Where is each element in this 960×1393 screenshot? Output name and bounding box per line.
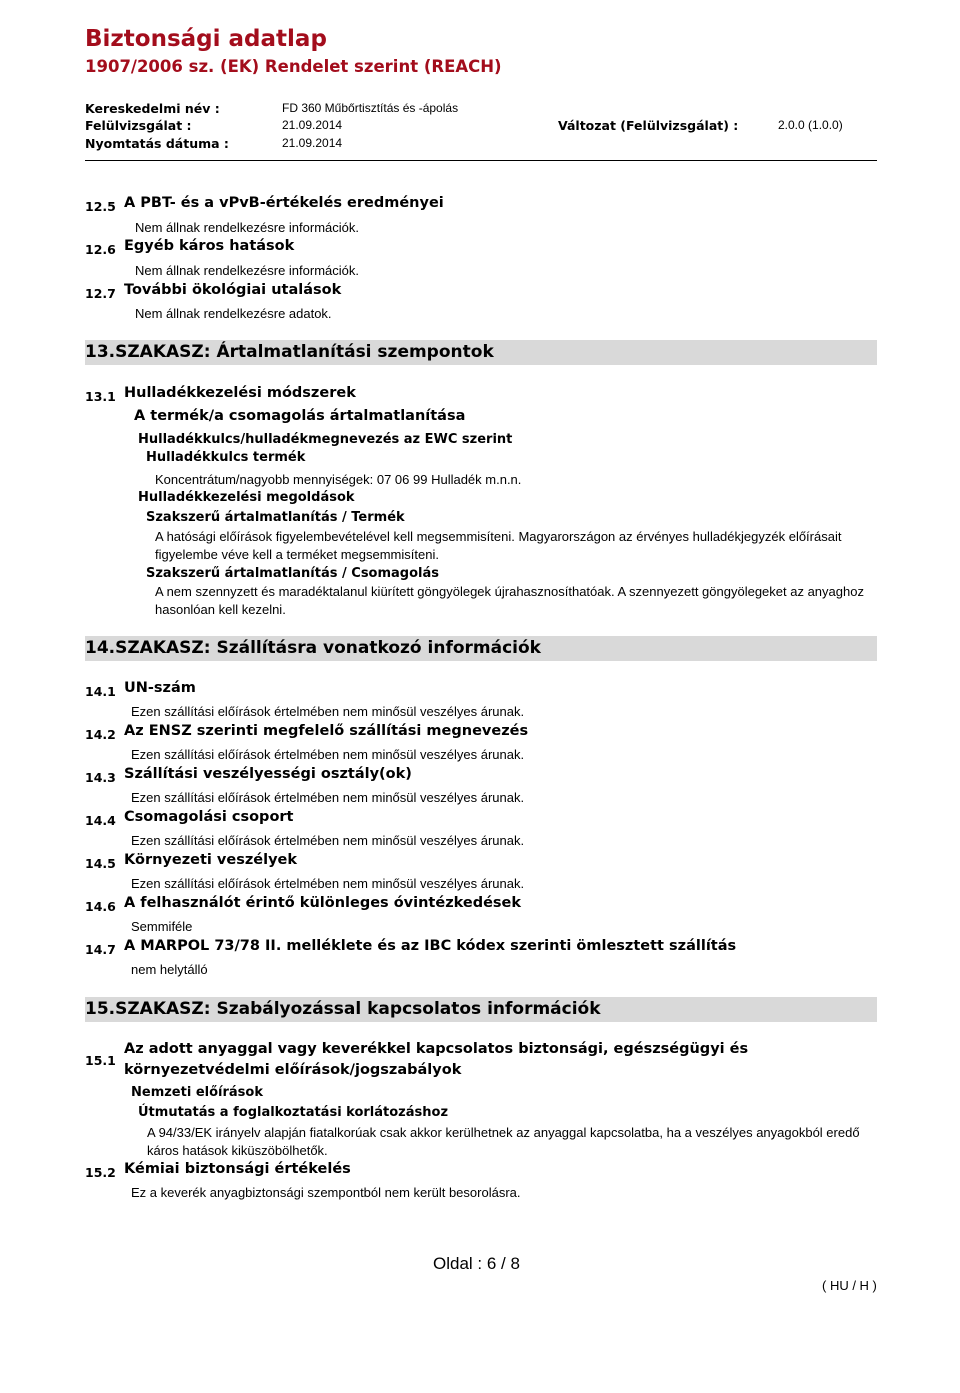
section-number: 14.7 [85, 942, 116, 957]
revision-label: Felülvizsgálat : [85, 118, 192, 133]
section-heading-13: 13.SZAKASZ: Ártalmatlanítási szempontok [85, 340, 877, 365]
page-number: Oldal : 6 / 8 [433, 1254, 520, 1273]
section-title: További ökológiai utalások [124, 282, 342, 298]
section-text: Semmiféle [131, 919, 193, 934]
section-text: Ez a keverék anyagbiztonsági szempontból nem került besorolásra. [131, 1185, 521, 1200]
section-text: Nem állnak rendelkezésre információk. [135, 263, 359, 278]
section-text: Ezen szállítási előírások értelmében nem minősül veszélyes árunak. [131, 790, 525, 805]
subsection-title: Hulladékkulcs termék [146, 450, 306, 465]
section-title: Kémiai biztonsági értékelés [124, 1161, 351, 1177]
document-subtitle: 1907/2006 sz. (EK) Rendelet szerint (REACH) [85, 57, 502, 76]
section-text: Nem állnak rendelkezésre információk. [135, 220, 359, 235]
section-title: A MARPOL 73/78 II. melléklete és az IBC kódex szerinti ömlesztett szállítás [124, 938, 737, 954]
section-number: 14.5 [85, 856, 116, 871]
subsection-title: Szakszerű ártalmatlanítás / Csomagolás [146, 566, 440, 581]
header-divider [85, 160, 877, 161]
revision-value: 21.09.2014 [282, 118, 343, 132]
subsection-title: Hulladékkezelési megoldások [138, 490, 355, 505]
section-number: 13.1 [85, 389, 116, 404]
version-value: 2.0.0 (1.0.0) [778, 118, 843, 132]
section-number: 15.2 [85, 1165, 116, 1180]
section-text: Ezen szállítási előírások értelmében nem minősül veszélyes árunak. [131, 704, 525, 719]
section-heading-15: 15.SZAKASZ: Szabályozással kapcsolatos információk [85, 997, 877, 1022]
section-text: Ezen szállítási előírások értelmében nem minősül veszélyes árunak. [131, 876, 525, 891]
section-number: 14.3 [85, 770, 116, 785]
subsection-title: A termék/a csomagolás ártalmatlanítása [134, 408, 466, 424]
subsection-title: Szakszerű ártalmatlanítás / Termék [146, 510, 405, 525]
section-title: Hulladékkezelési módszerek [124, 385, 356, 401]
version-label: Változat (Felülvizsgálat) : [558, 118, 739, 133]
section-title: Szállítási veszélyességi osztály(ok) [124, 766, 412, 782]
section-text: Nem állnak rendelkezésre adatok. [135, 306, 332, 321]
language-code: ( HU / H ) [822, 1278, 877, 1293]
section-heading-14: 14.SZAKASZ: Szállításra vonatkozó információk [85, 636, 877, 661]
trade-name-value: FD 360 Műbőrtisztítás és -ápolás [282, 101, 459, 115]
section-text: Ezen szállítási előírások értelmében nem minősül veszélyes árunak. [131, 833, 525, 848]
section-title: Környezeti veszélyek [124, 852, 298, 868]
section-number: 12.5 [85, 199, 116, 214]
document-title: Biztonsági adatlap [85, 26, 327, 52]
subsection-title: Hulladékkulcs/hulladékmegnevezés az EWC szerint [138, 432, 513, 447]
section-text: Ezen szállítási előírások értelmében nem minősül veszélyes árunak. [131, 747, 525, 762]
section-title: Az ENSZ szerinti megfelelő szállítási megnevezés [124, 723, 529, 739]
section-title: A PBT- és a vPvB-értékelés eredményei [124, 195, 444, 211]
section-title: UN-szám [124, 680, 196, 696]
subsection-title: Nemzeti előírások [131, 1085, 263, 1100]
section-number: 14.4 [85, 813, 116, 828]
section-title: A felhasználót érintő különleges óvintézkedések [124, 895, 522, 911]
section-title: Csomagolási csoport [124, 809, 294, 825]
subsection-text: A 94/33/EK irányelv alapján fiatalkorúak csak akkor kerülhetnek az anyaggal kapcsolatba, ha a veszélyes anyagokból eredő káros hatások kiküszöbölhetők. [147, 1125, 860, 1158]
section-text: nem helytálló [131, 962, 208, 977]
section-number: 14.1 [85, 684, 116, 699]
print-date-value: 21.09.2014 [282, 136, 343, 150]
print-date-label: Nyomtatás dátuma : [85, 136, 229, 151]
section-number: 14.2 [85, 727, 116, 742]
section-number: 14.6 [85, 899, 116, 914]
section-title: Egyéb káros hatások [124, 238, 295, 254]
subsection-text: Koncentrátum/nagyobb mennyiségek: 07 06 99 Hulladék m.n.n. [155, 472, 522, 487]
section-title: Az adott anyaggal vagy keverékkel kapcsolatos biztonsági, egészségügyi és [124, 1041, 749, 1057]
subsection-text: A hatósági előírások figyelembevételével kell megsemmisíteni. Magyarországon az érvényes hulladékjegyzék előírásait figyelembe véve kell a terméket megsemmisíteni. [155, 529, 842, 562]
subsection-title: Útmutatás a foglalkoztatási korlátozáshoz [138, 1105, 449, 1120]
subsection-text: A nem szennyzett és maradéktalanul kiürített göngyölegek újrahasznosíthatóak. A szennyezett göngyölegeket az anyaghoz hasonlóan kell kezelni. [155, 584, 864, 617]
trade-name-label: Kereskedelmi név : [85, 101, 220, 116]
section-number: 12.6 [85, 242, 116, 257]
section-number: 12.7 [85, 286, 116, 301]
section-title: környezetvédelmi előírások/jogszabályok [124, 1062, 462, 1078]
section-number: 15.1 [85, 1053, 116, 1068]
